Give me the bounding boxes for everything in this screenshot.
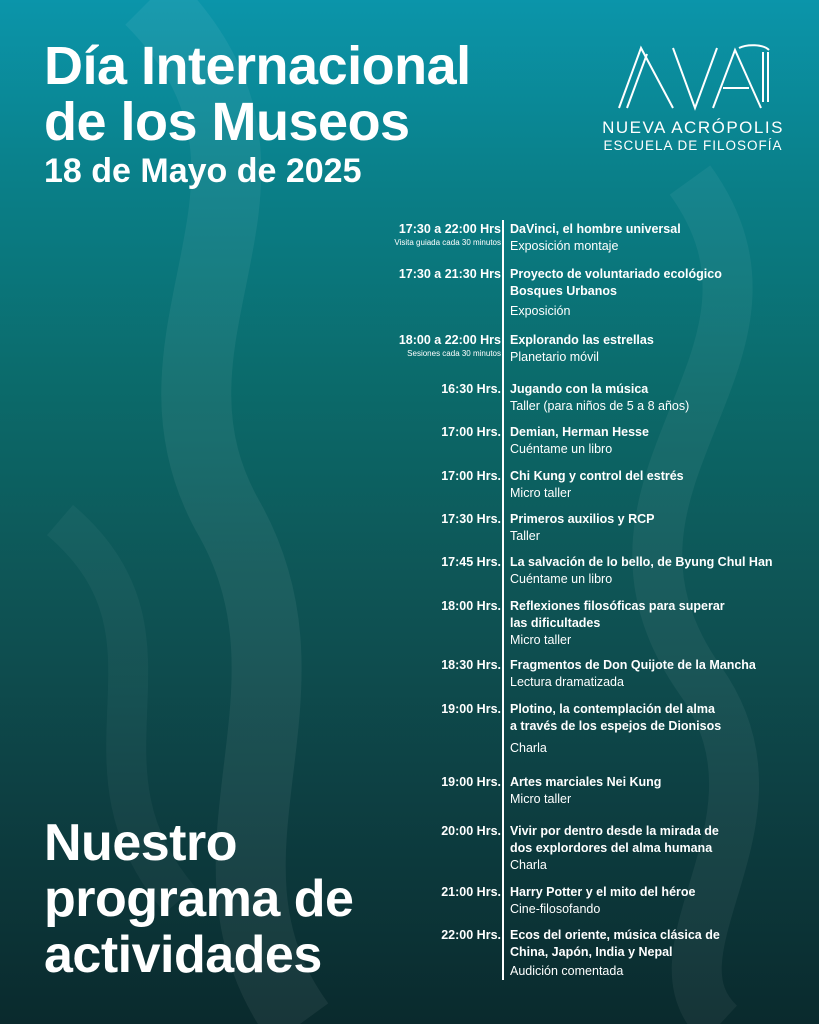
event-title: Artes marciales Nei Kung (510, 775, 662, 789)
event-time: 17:00 Hrs. (441, 469, 501, 483)
event-title-line2: Bosques Urbanos (510, 284, 617, 298)
event-title: Chi Kung y control del estrés (510, 469, 684, 483)
timeline-line (502, 220, 504, 980)
event-title: Jugando con la música (510, 382, 649, 396)
event-time: 17:30 a 21:30 Hrs (398, 267, 501, 281)
event-time: 17:45 Hrs. (441, 555, 501, 569)
event-time-note: Visita guiada cada 30 minutos (394, 238, 501, 247)
logo-name: NUEVA ACRÓPOLIS (602, 118, 784, 137)
event-type: Exposición (510, 304, 571, 318)
event-type: Lectura dramatizada (510, 675, 624, 689)
event-title: DaVinci, el hombre universal (510, 222, 681, 236)
event-type: Micro taller (510, 633, 572, 647)
event-time: 22:00 Hrs. (441, 928, 501, 942)
event-time: 18:00 a 22:00 Hrs (398, 333, 501, 347)
event-title: Demian, Herman Hesse (510, 425, 649, 439)
event-title: Harry Potter y el mito del héroe (510, 885, 696, 899)
logo-subtitle: ESCUELA DE FILOSOFÍA (603, 138, 783, 153)
program-heading (44, 815, 353, 983)
event-type: Charla (510, 741, 547, 755)
event-date: 18 de Mayo de 2025 (44, 152, 362, 190)
event-title: Fragmentos de Don Quijote de la Mancha (510, 658, 756, 672)
event-time: 18:00 Hrs. (441, 599, 501, 613)
event-time: 19:00 Hrs. (441, 775, 501, 789)
event-title-line2: las dificultades (510, 616, 601, 630)
event-time-note: Sesiones cada 30 minutos (407, 349, 501, 358)
event-type: Taller (para niños de 5 a 8 años) (510, 399, 690, 413)
event-title-line2: a través de los espejos de Dionisos (510, 719, 722, 733)
event-title: Ecos del oriente, música clásica de (510, 928, 720, 942)
event-time: 17:30 Hrs. (441, 512, 501, 526)
page-title-line1: Día Internacional (44, 36, 471, 96)
event-time: 20:00 Hrs. (441, 824, 501, 838)
event-title-line2: dos explordores del alma humana (510, 841, 713, 855)
program-heading-line2: programa de (44, 870, 354, 928)
event-time: 19:00 Hrs. (441, 702, 501, 716)
event-title: Proyecto de voluntariado ecológico (510, 267, 722, 281)
organization-logo (598, 42, 788, 154)
event-time: 16:30 Hrs. (441, 382, 501, 396)
event-type: Cuéntame un libro (510, 572, 613, 586)
program-heading-line1: Nuestro (44, 814, 237, 872)
event-title: Plotino, la contemplación del alma (510, 702, 715, 716)
event-title: Vivir por dentro desde la mirada de (510, 824, 719, 838)
event-title: La salvación de lo bello, de Byung Chul Han (510, 555, 773, 569)
event-time: 18:30 Hrs. (441, 658, 501, 672)
page-title-line2: de los Museos (44, 92, 410, 152)
event-time: 21:00 Hrs. (441, 885, 501, 899)
event-title-line2: China, Japón, India y Nepal (510, 945, 673, 959)
program-heading-line3: actividades (44, 926, 322, 984)
event-title: Explorando las estrellas (510, 333, 654, 347)
event-title: Primeros auxilios y RCP (510, 512, 655, 526)
event-title: Reflexiones filosóficas para superar (510, 599, 725, 613)
event-type: Micro taller (510, 792, 572, 806)
event-type: Cuéntame un libro (510, 442, 613, 456)
event-time: 17:30 a 22:00 Hrs (398, 222, 501, 236)
event-type: Audición comentada (510, 964, 624, 978)
event-type: Taller (510, 529, 540, 543)
event-time: 17:00 Hrs. (441, 425, 501, 439)
event-type: Micro taller (510, 486, 572, 500)
event-type: Planetario móvil (510, 350, 599, 364)
header-title-block (44, 38, 471, 190)
event-type: Exposición montaje (510, 239, 619, 253)
nuevo-acropolis-logo-icon (613, 42, 773, 112)
event-type: Charla (510, 858, 547, 872)
event-type: Cine-filosofando (510, 902, 601, 916)
